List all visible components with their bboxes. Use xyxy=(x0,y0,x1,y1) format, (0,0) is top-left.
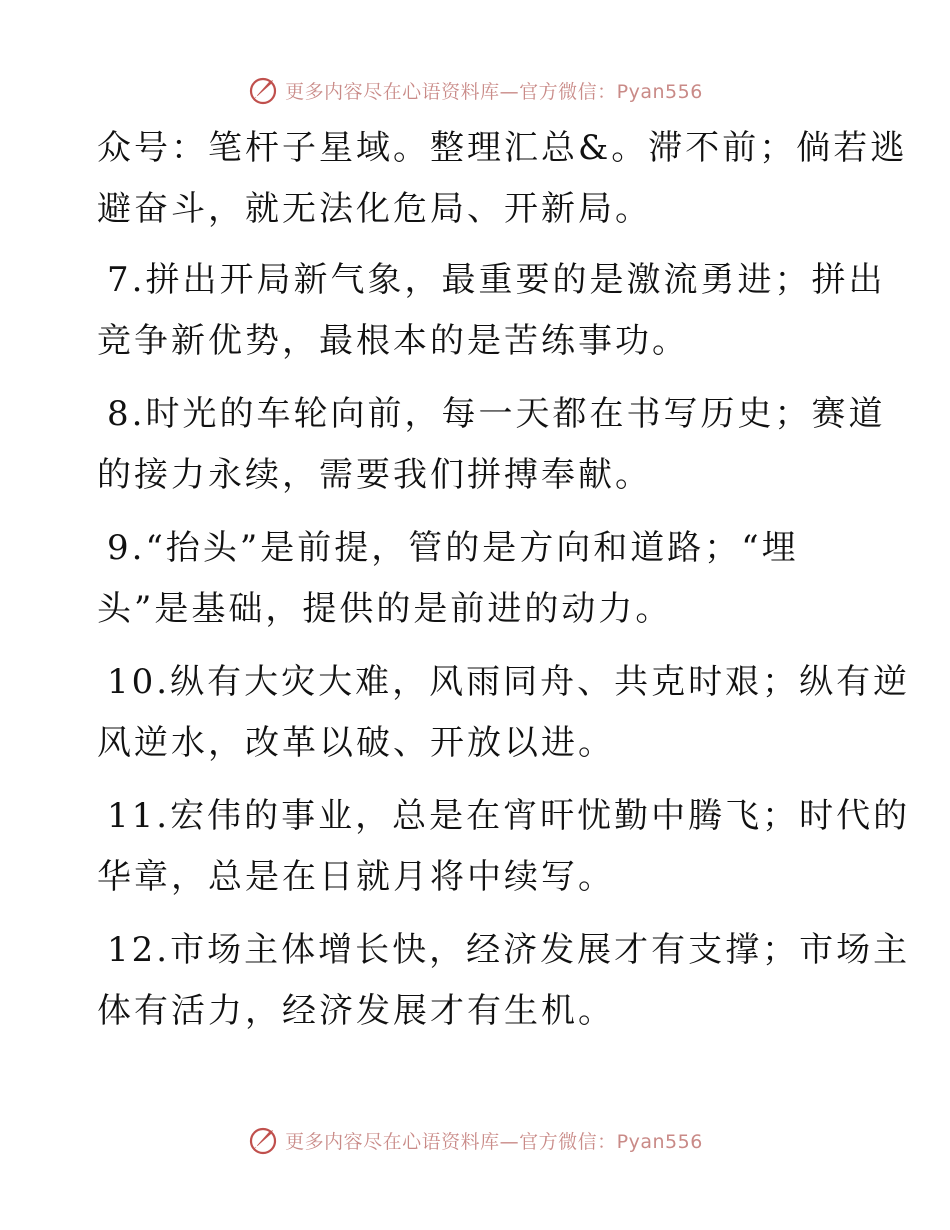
text-line: 避奋斗，就无法化危局、开新局。 xyxy=(97,189,652,229)
text-line: 11.宏伟的事业，总是在宵旰忧勤中腾飞；时代的 xyxy=(107,796,911,836)
document-body xyxy=(97,118,911,1054)
text-line: 的接力永续，需要我们拼搏奉献。 xyxy=(97,455,652,495)
paragraph xyxy=(97,250,886,372)
quill-pen-icon xyxy=(247,1124,279,1156)
text-line: 7.拼出开局新气象，最重要的是激流勇进；拼出 xyxy=(107,260,886,300)
watermark-text: 更多内容尽在心语资料库—官方微信：Pyan556 xyxy=(285,80,703,103)
watermark-text: 更多内容尽在心语资料库—官方微信：Pyan556 xyxy=(285,1130,703,1153)
paragraph xyxy=(97,518,847,640)
text-line: 竞争新优势，最根本的是苦练事功。 xyxy=(97,321,689,361)
quill-pen-icon xyxy=(247,74,279,106)
text-line: 8.时光的车轮向前，每一天都在书写历史；赛道 xyxy=(107,394,886,434)
paragraph xyxy=(97,920,911,1042)
watermark-banner-top xyxy=(0,70,950,110)
text-line: 众号：笔杆子星域。整理汇总&。滞不前；倘若逃 xyxy=(97,128,908,168)
paragraph xyxy=(97,652,911,774)
text-line: 风逆水，改革以破、开放以进。 xyxy=(97,723,615,763)
paragraph xyxy=(97,384,886,506)
text-line: 12.市场主体增长快，经济发展才有支撑；市场主 xyxy=(107,930,911,970)
text-line: 9.“抬头”是前提，管的是方向和道路；“埋 xyxy=(107,528,799,568)
text-line: 华章，总是在日就月将中续写。 xyxy=(97,857,615,897)
watermark-banner-bottom xyxy=(0,1120,950,1160)
text-line: 10.纵有大灾大难，风雨同舟、共克时艰；纵有逆 xyxy=(107,662,911,702)
text-line: 头”是基础，提供的是前进的动力。 xyxy=(97,589,673,629)
paragraph xyxy=(97,118,908,240)
text-line: 体有活力，经济发展才有生机。 xyxy=(97,991,615,1031)
paragraph xyxy=(97,786,911,908)
